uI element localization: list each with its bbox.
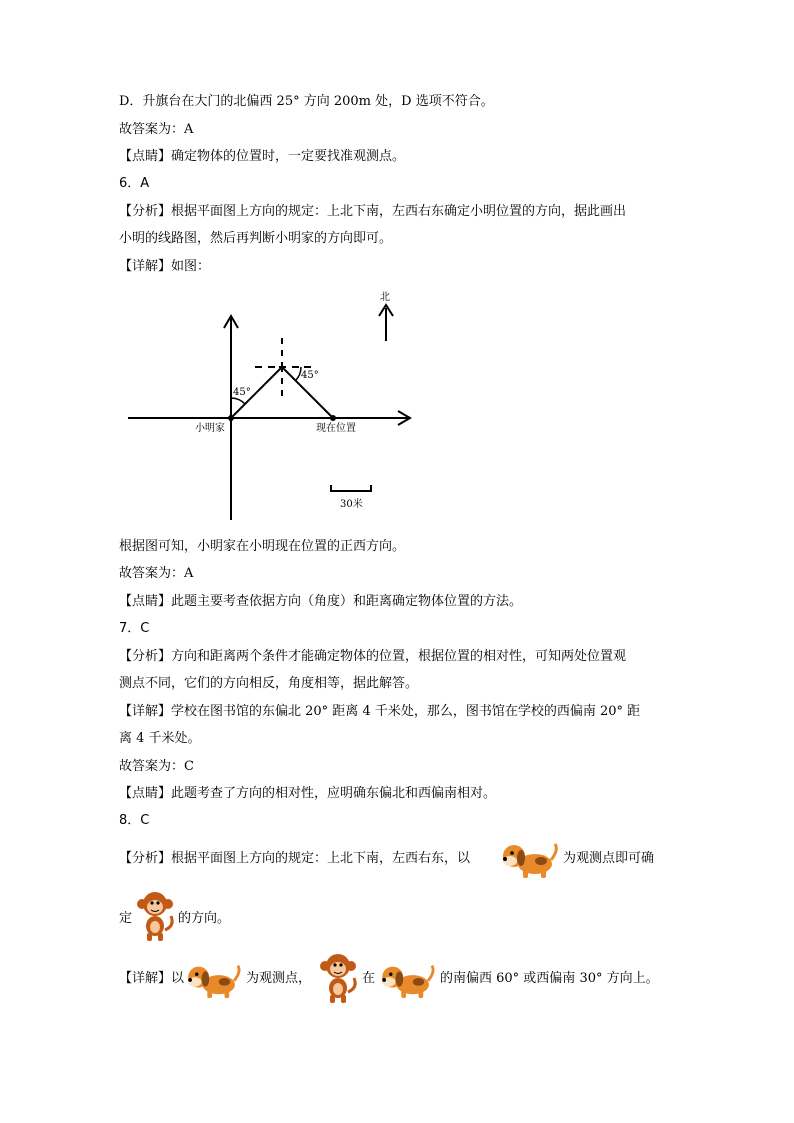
question-7-answer: 7．C [119, 621, 150, 636]
home-point [228, 415, 234, 421]
q8-analysis-part-2: 为观测点即可确 [563, 851, 655, 866]
q7-analysis-line-1: 【分析】方向和距离两个条件才能确定物体的位置，根据位置的相对性，可知两处位置观 [119, 649, 627, 664]
q8-analysis-part-3: 定 [119, 911, 133, 926]
q6-analysis-line-2: 小明的线路图，然后再判断小明家的方向即可。 [119, 231, 393, 246]
q7-detail-line-1: 【详解】学校在图书馆的东偏北 20° 距离 4 千米处，那么，图书馆在学校的西偏南 20° 距 [119, 704, 641, 719]
q7-detail-line-2: 离 4 千米处。 [119, 731, 201, 746]
question-6-answer: 6．A [119, 176, 150, 191]
angle-label-right: 45° [301, 370, 319, 381]
q6-tip: 【点睛】此题主要考查依据方向（角度）和距离确定物体位置的方法。 [119, 594, 523, 609]
q7-answer-line: 故答案为：C [119, 759, 194, 774]
text-line-d-option: D．升旗台在大门的北偏西 25° 方向 200m 处，D 选项不符合。 [119, 94, 494, 109]
q8-detail-part-3: 在 [362, 971, 376, 986]
monkey-icon [318, 952, 358, 1004]
q8-analysis-part-4: 的方向。 [178, 911, 231, 926]
route-diagram [0, 0, 794, 560]
scale-label: 30米 [340, 499, 363, 510]
q8-detail-part-1: 【详解】以 [119, 971, 185, 986]
home-label: 小明家 [195, 423, 225, 434]
dog-icon [376, 958, 438, 1000]
q6-analysis-line-1: 【分析】根据平面图上方向的规定：上北下南，左西右东确定小明位置的方向，据此画出 [119, 204, 627, 219]
scale-bar [331, 485, 371, 491]
angle-arc-left [231, 398, 245, 404]
q8-detail-part-4: 的南偏西 60° 或西偏南 30° 方向上。 [440, 971, 659, 986]
question-8-answer: 8．C [119, 813, 150, 828]
current-point [330, 415, 336, 421]
text-line-answer: 故答案为：A [119, 122, 194, 137]
north-label: 北 [380, 292, 390, 303]
angle-label-left: 45° [233, 387, 251, 398]
q6-conclusion: 根据图可知，小明家在小明现在位置的正西方向。 [119, 539, 406, 554]
q8-analysis-part-1: 【分析】根据平面图上方向的规定：上北下南，左西右东，以 [119, 851, 471, 866]
q8-detail-part-2: 为观测点， [246, 971, 312, 986]
text-line-tip: 【点睛】确定物体的位置时，一定要找准观测点。 [119, 149, 406, 164]
dog-icon [497, 836, 561, 880]
dog-icon [182, 958, 244, 1000]
q7-analysis-line-2: 测点不同，它们的方向相反，角度相等，据此解答。 [119, 676, 419, 691]
monkey-icon [135, 890, 175, 942]
current-position-label: 现在位置 [316, 423, 356, 434]
q7-tip: 【点睛】此题考查了方向的相对性，应明确东偏北和西偏南相对。 [119, 786, 497, 801]
q6-detail: 【详解】如图： [119, 259, 211, 274]
q6-answer-line: 故答案为：A [119, 566, 194, 581]
